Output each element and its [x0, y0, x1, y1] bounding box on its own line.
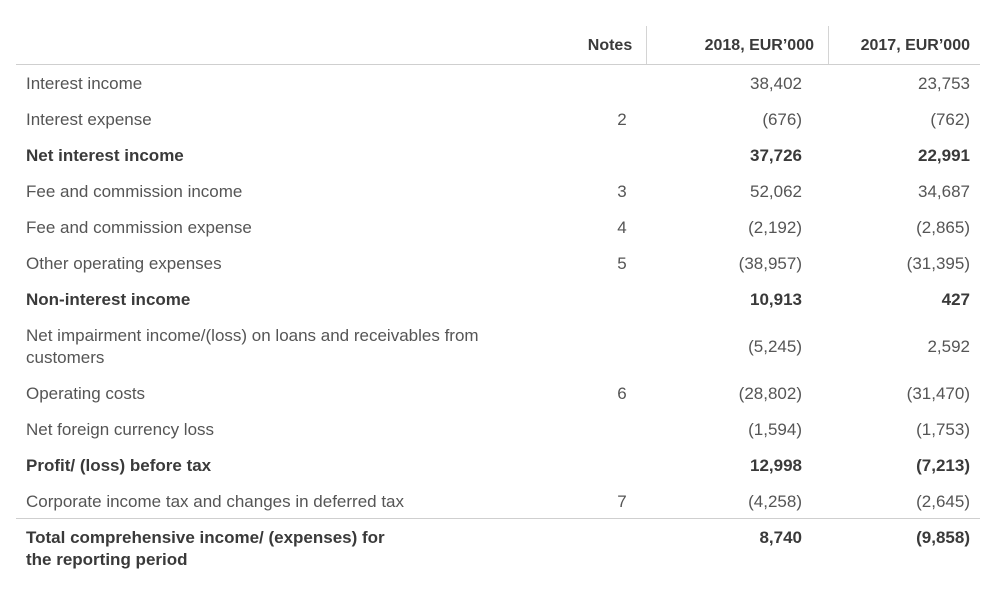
row-value-2017: (31,470): [906, 384, 970, 403]
row-value-2018: 10,913: [750, 290, 802, 309]
row-value-2017: (9,858): [916, 528, 970, 547]
row-label: Fee and commission income: [26, 182, 243, 201]
row-label: Net foreign currency loss: [26, 420, 215, 439]
row-value-2018: (1,594): [748, 420, 802, 439]
row-value-2018: 37,726: [750, 146, 802, 165]
row-value-2018: (4,258): [748, 492, 802, 511]
row-value-2017: (1,753): [916, 420, 970, 439]
row-label: Net impairment income/(loss) on loans and receivables from customers: [26, 326, 479, 367]
row-value-2017: (7,213): [916, 456, 970, 475]
row-value-2017: (2,645): [916, 492, 970, 511]
row-value-2017: (31,395): [906, 254, 970, 273]
row-label: Other operating expenses: [26, 254, 222, 273]
row-value-2017: 34,687: [918, 182, 970, 201]
row-value-2018: 52,062: [750, 182, 802, 201]
row-value-2018: 12,998: [750, 456, 802, 475]
row-value-2017: 2,592: [927, 337, 970, 356]
header-2018: 2018, EUR’000: [646, 26, 828, 65]
table-row: [16, 325, 980, 369]
row-label: Interest expense: [26, 110, 152, 129]
row-value-2018: (38,957): [738, 254, 802, 273]
row-value-2017: (2,865): [916, 218, 970, 237]
header-divider: [16, 64, 980, 65]
row-note: 7: [617, 492, 627, 511]
row-value-2018: 8,740: [759, 528, 802, 547]
header-notes: Notes: [587, 36, 633, 54]
row-value-2018: 38,402: [750, 74, 802, 93]
row-note: 2: [617, 110, 627, 129]
row-value-2017: 23,753: [918, 74, 970, 93]
row-value-2017: 22,991: [918, 146, 970, 165]
row-value-2017: 427: [941, 290, 970, 309]
row-label: Interest income: [26, 74, 143, 93]
row-note: 6: [617, 384, 627, 403]
row-label: Total comprehensive income/ (expenses) for the reporting period: [26, 528, 385, 569]
row-value-2018: (5,245): [748, 337, 802, 356]
row-value-2017: (762): [930, 110, 970, 129]
row-label: Net interest income: [26, 146, 184, 165]
row-label: Operating costs: [26, 384, 146, 403]
total-divider: [16, 518, 980, 519]
row-value-2018: (676): [762, 110, 802, 129]
row-note: 4: [617, 218, 627, 237]
row-value-2018: (28,802): [738, 384, 802, 403]
row-value-2018: (2,192): [748, 218, 802, 237]
table-row-total: [16, 527, 980, 571]
row-note: 5: [617, 254, 627, 273]
row-label: Profit/ (loss) before tax: [26, 456, 212, 475]
row-note: 3: [617, 182, 627, 201]
row-label: Non-interest income: [26, 290, 191, 309]
row-label: Fee and commission expense: [26, 218, 252, 237]
header-2017: 2017, EUR’000: [828, 26, 980, 65]
row-label: Corporate income tax and changes in deferred tax: [26, 492, 405, 511]
